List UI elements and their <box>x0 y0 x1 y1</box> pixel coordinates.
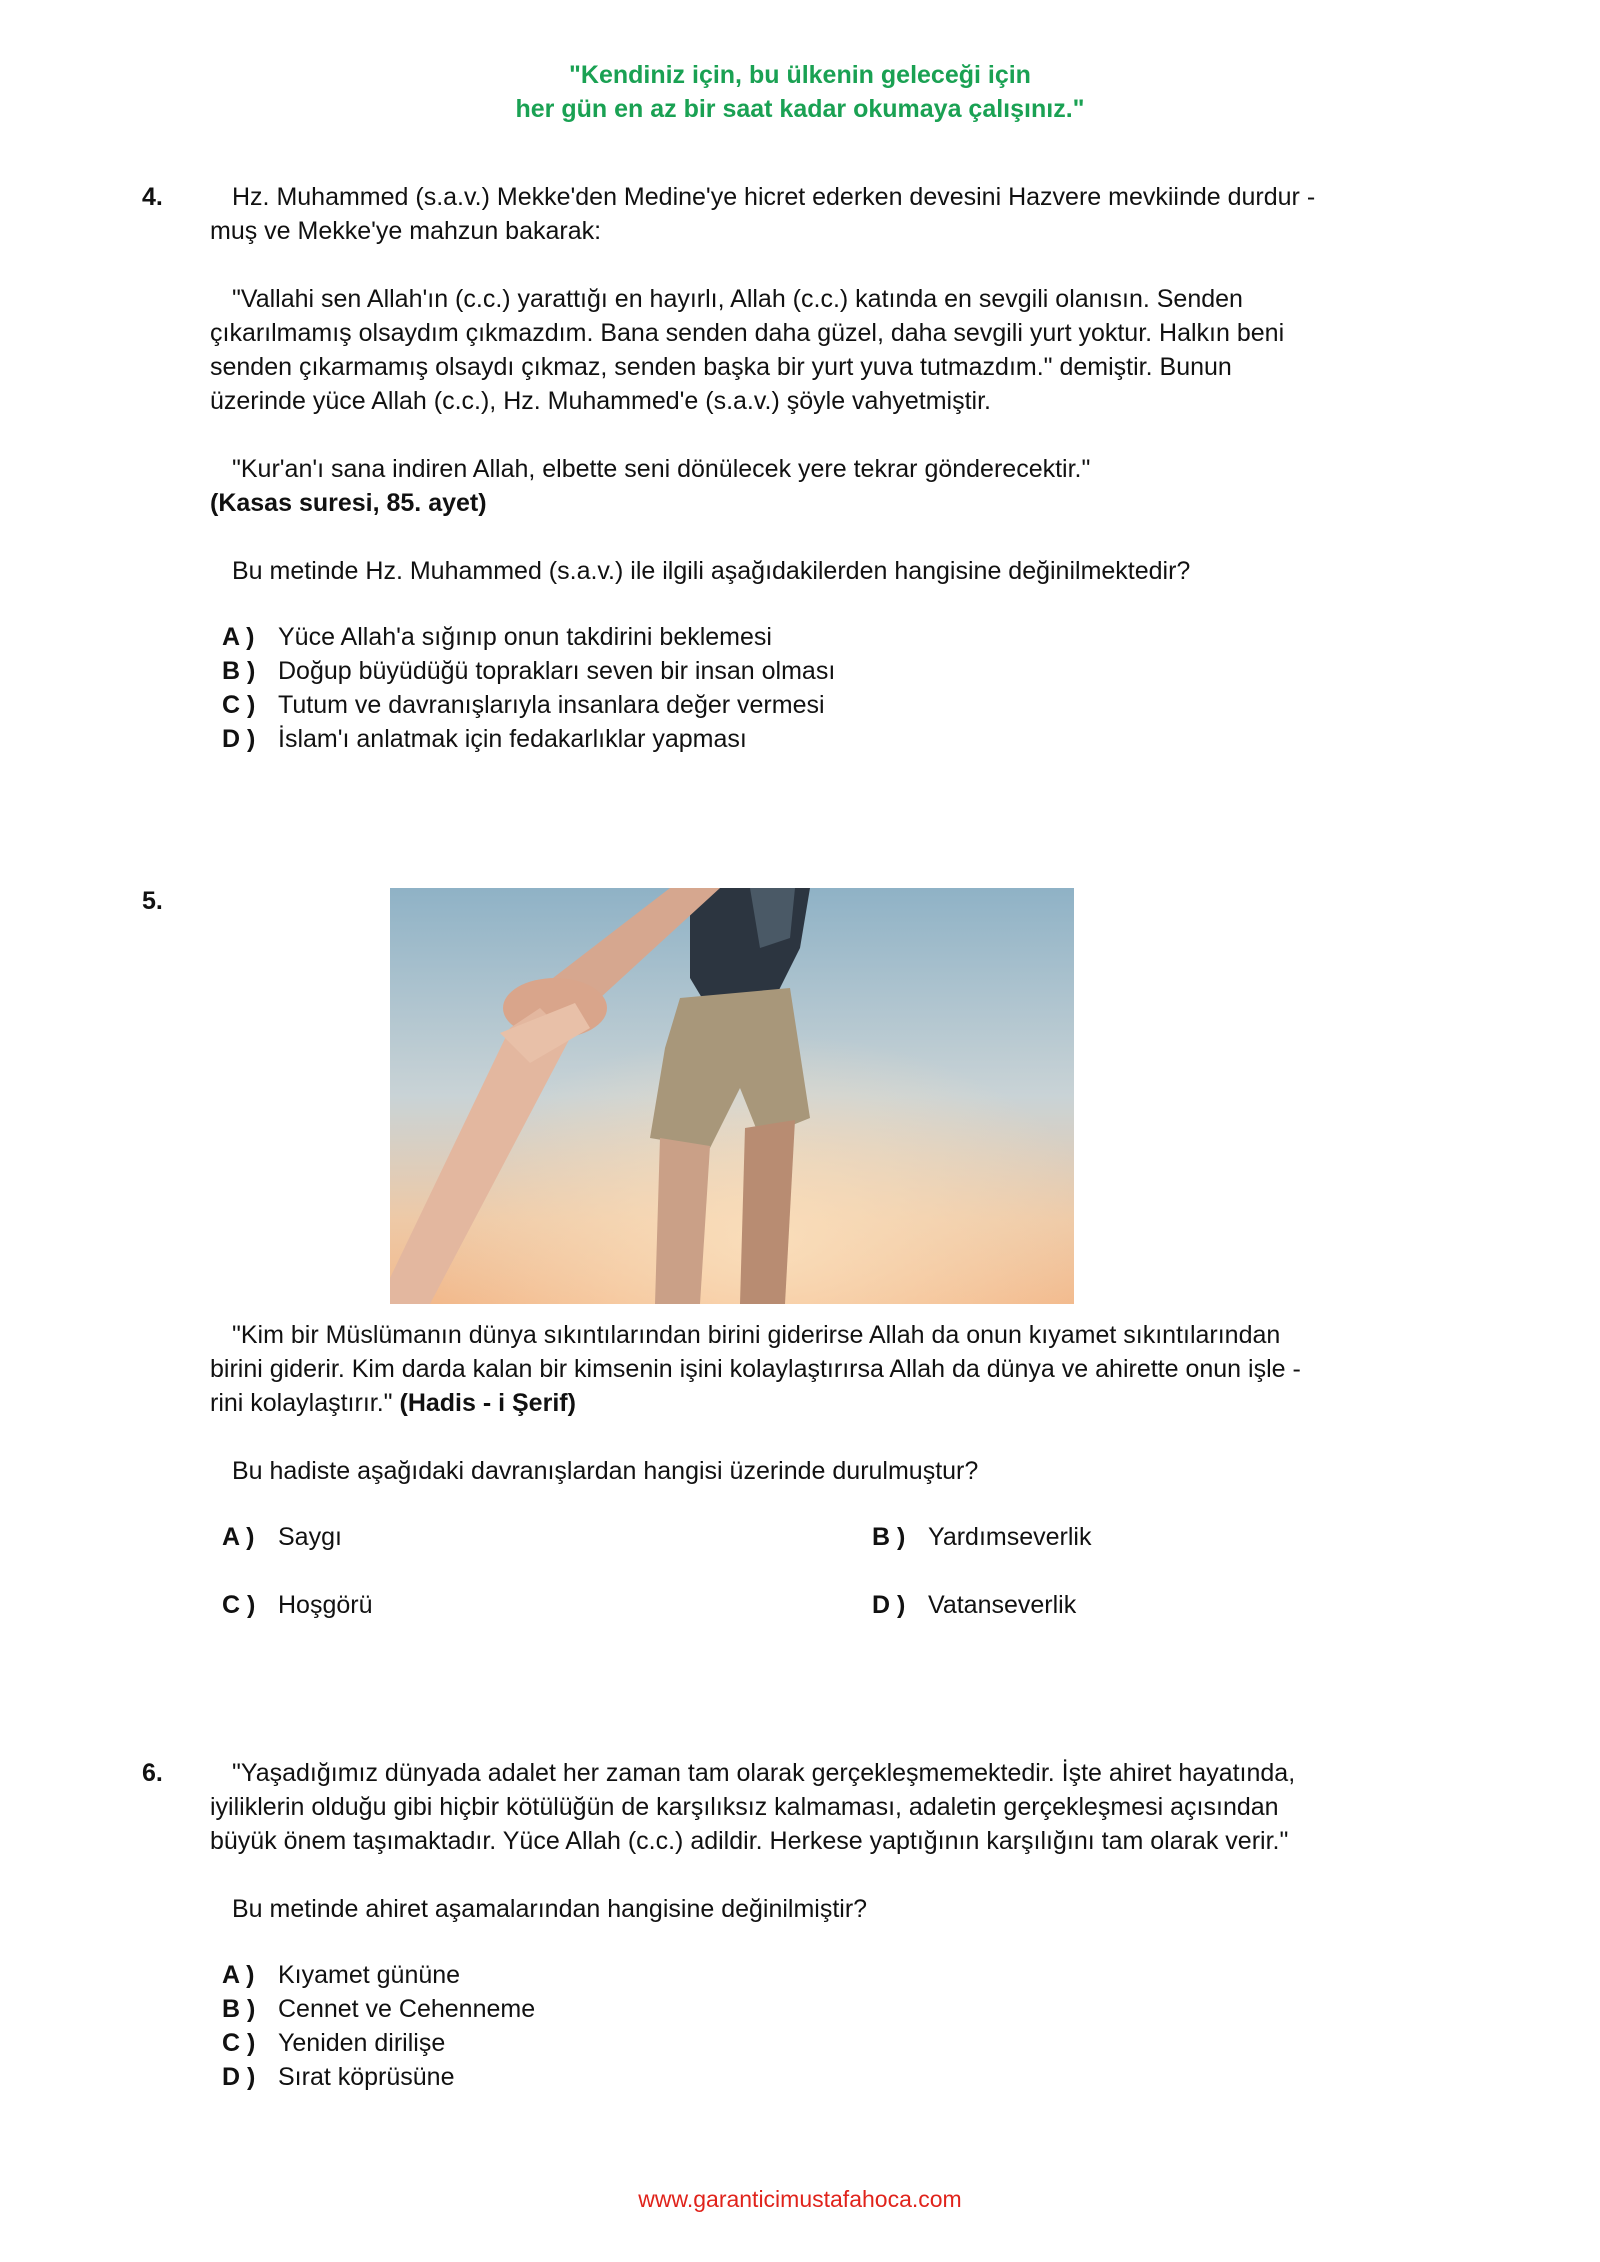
option-c[interactable] <box>210 688 1412 722</box>
option-b[interactable] <box>210 1992 1412 2026</box>
q4-verse-source: (Kasas suresi, 85. ayet) <box>210 489 487 517</box>
option-text: Kıyamet gününe <box>278 1961 461 1989</box>
q4-quote-line: üzerinde yüce Allah (c.c.), Hz. Muhammed'e (s.a.v.) şöyle vahyetmiştir. <box>210 387 991 415</box>
option-c[interactable] <box>222 1588 373 1622</box>
option-label: B ) <box>222 1995 256 2023</box>
q5-hadith-end: rini kolaylaştırır." <box>210 1389 393 1417</box>
option-label: C ) <box>222 691 256 719</box>
option-text: İslam'ı anlatmak için fedakarlıklar yapması <box>278 725 747 753</box>
q4-question-stem: Bu metinde Hz. Muhammed (s.a.v.) ile ilgili aşağıdakilerden hangisine değinilmektedir? <box>232 557 1191 585</box>
q6-question-stem: Bu metinde ahiret aşamalarından hangisine değinilmiştir? <box>232 1895 868 1923</box>
q5-hadith-line <box>210 1386 1412 1420</box>
option-label: A ) <box>222 623 255 651</box>
option-text: Tutum ve davranışlarıyla insanlara değer vermesi <box>278 691 825 719</box>
q4-verse-quote: "Kur'an'ı sana indiren Allah, elbette seni dönülecek yere tekrar gönderecektir." <box>232 455 1091 483</box>
option-a[interactable] <box>222 1520 342 1554</box>
option-label: C ) <box>222 2029 256 2057</box>
option-b[interactable] <box>210 654 1412 688</box>
page-header-quote <box>0 58 1600 126</box>
option-label: D ) <box>222 2063 256 2091</box>
q5-hadith-source: (Hadis - i Şerif) <box>399 1389 576 1417</box>
option-label: B ) <box>872 1523 906 1551</box>
q6-text-line: büyük önem taşımaktadır. Yüce Allah (c.c.) adildir. Herkese yaptığının karşılığını tam olarak verir." <box>210 1827 1289 1855</box>
option-label: C ) <box>222 1591 256 1619</box>
question-4 <box>142 180 1412 756</box>
option-d[interactable] <box>210 722 1412 756</box>
q4-quote-line: "Vallahi sen Allah'ın (c.c.) yarattığı en hayırlı, Allah (c.c.) katında en sevgili olanısın. Senden <box>232 285 1243 313</box>
q6-text-line: iyiliklerin olduğu gibi hiçbir kötülüğün de karşılıksız kalmaması, adaletin gerçekleşmesi açısından <box>210 1793 1279 1821</box>
question-number: 6. <box>142 1759 163 1787</box>
option-label: B ) <box>222 657 256 685</box>
option-text: Cennet ve Cehenneme <box>278 1995 536 2023</box>
header-line-1: "Kendiniz için, bu ülkenin geleceği için <box>569 61 1031 89</box>
option-a[interactable] <box>210 1958 1412 1992</box>
option-d[interactable] <box>210 2060 1412 2094</box>
q5-options-grid <box>210 1520 1412 1656</box>
q4-text-line: Hz. Muhammed (s.a.v.) Mekke'den Medine'ye hicret ederken devesini Hazvere mevkiinde durdur - <box>232 183 1316 211</box>
q4-text-line: muş ve Mekke'ye mahzun bakarak: <box>210 217 602 245</box>
option-d[interactable] <box>872 1588 1076 1622</box>
option-text: Vatanseverlik <box>928 1591 1077 1619</box>
option-label: A ) <box>222 1961 255 1989</box>
option-text: Yardımseverlik <box>928 1523 1092 1551</box>
question-number: 5. <box>142 887 163 915</box>
option-text: Hoşgörü <box>278 1591 373 1619</box>
option-label: A ) <box>222 1523 255 1551</box>
option-label: D ) <box>872 1591 906 1619</box>
option-text: Saygı <box>278 1523 342 1551</box>
footer-website-link[interactable]: www.garanticimustafahoca.com <box>638 2186 962 2212</box>
question-5-body <box>142 1318 1412 1656</box>
option-text: Yeniden dirilişe <box>278 2029 446 2057</box>
option-text: Doğup büyüdüğü toprakları seven bir insan olması <box>278 657 836 685</box>
option-c[interactable] <box>210 2026 1412 2060</box>
option-label: D ) <box>222 725 256 753</box>
option-text: Yüce Allah'a sığınıp onun takdirini beklemesi <box>278 623 772 651</box>
q6-text-line: "Yaşadığımız dünyada adalet her zaman tam olarak gerçekleşmemektedir. İşte ahiret hayatında, <box>232 1759 1296 1787</box>
option-b[interactable] <box>872 1520 1091 1554</box>
question-6 <box>142 1756 1412 2094</box>
header-line-2: her gün en az bir saat kadar okumaya çalışınız." <box>515 95 1085 123</box>
q4-quote-line: çıkarılmamış olsaydım çıkmazdım. Bana senden daha güzel, daha sevgili yurt yoktur. Halkın beni <box>210 319 1285 347</box>
q5-question-stem: Bu hadiste aşağıdaki davranışlardan hangisi üzerinde durulmuştur? <box>232 1457 979 1485</box>
q5-hadith-line: birini giderir. Kim darda kalan bir kimsenin işini kolaylaştırırsa Allah da dünya ve ahirette onun işle - <box>210 1355 1301 1383</box>
helping-hands-photo <box>390 888 1074 1304</box>
question-number: 4. <box>142 183 163 211</box>
option-a[interactable] <box>210 620 1412 654</box>
q5-hadith-line: "Kim bir Müslümanın dünya sıkıntılarından birini giderirse Allah da onun kıyamet sıkıntılarından <box>232 1321 1281 1349</box>
q4-quote-line: senden çıkarmamış olsaydı çıkmaz, senden başka bir yurt yuva tutmazdım." demiştir. Bunun <box>210 353 1232 381</box>
option-text: Sırat köprüsüne <box>278 2063 455 2091</box>
